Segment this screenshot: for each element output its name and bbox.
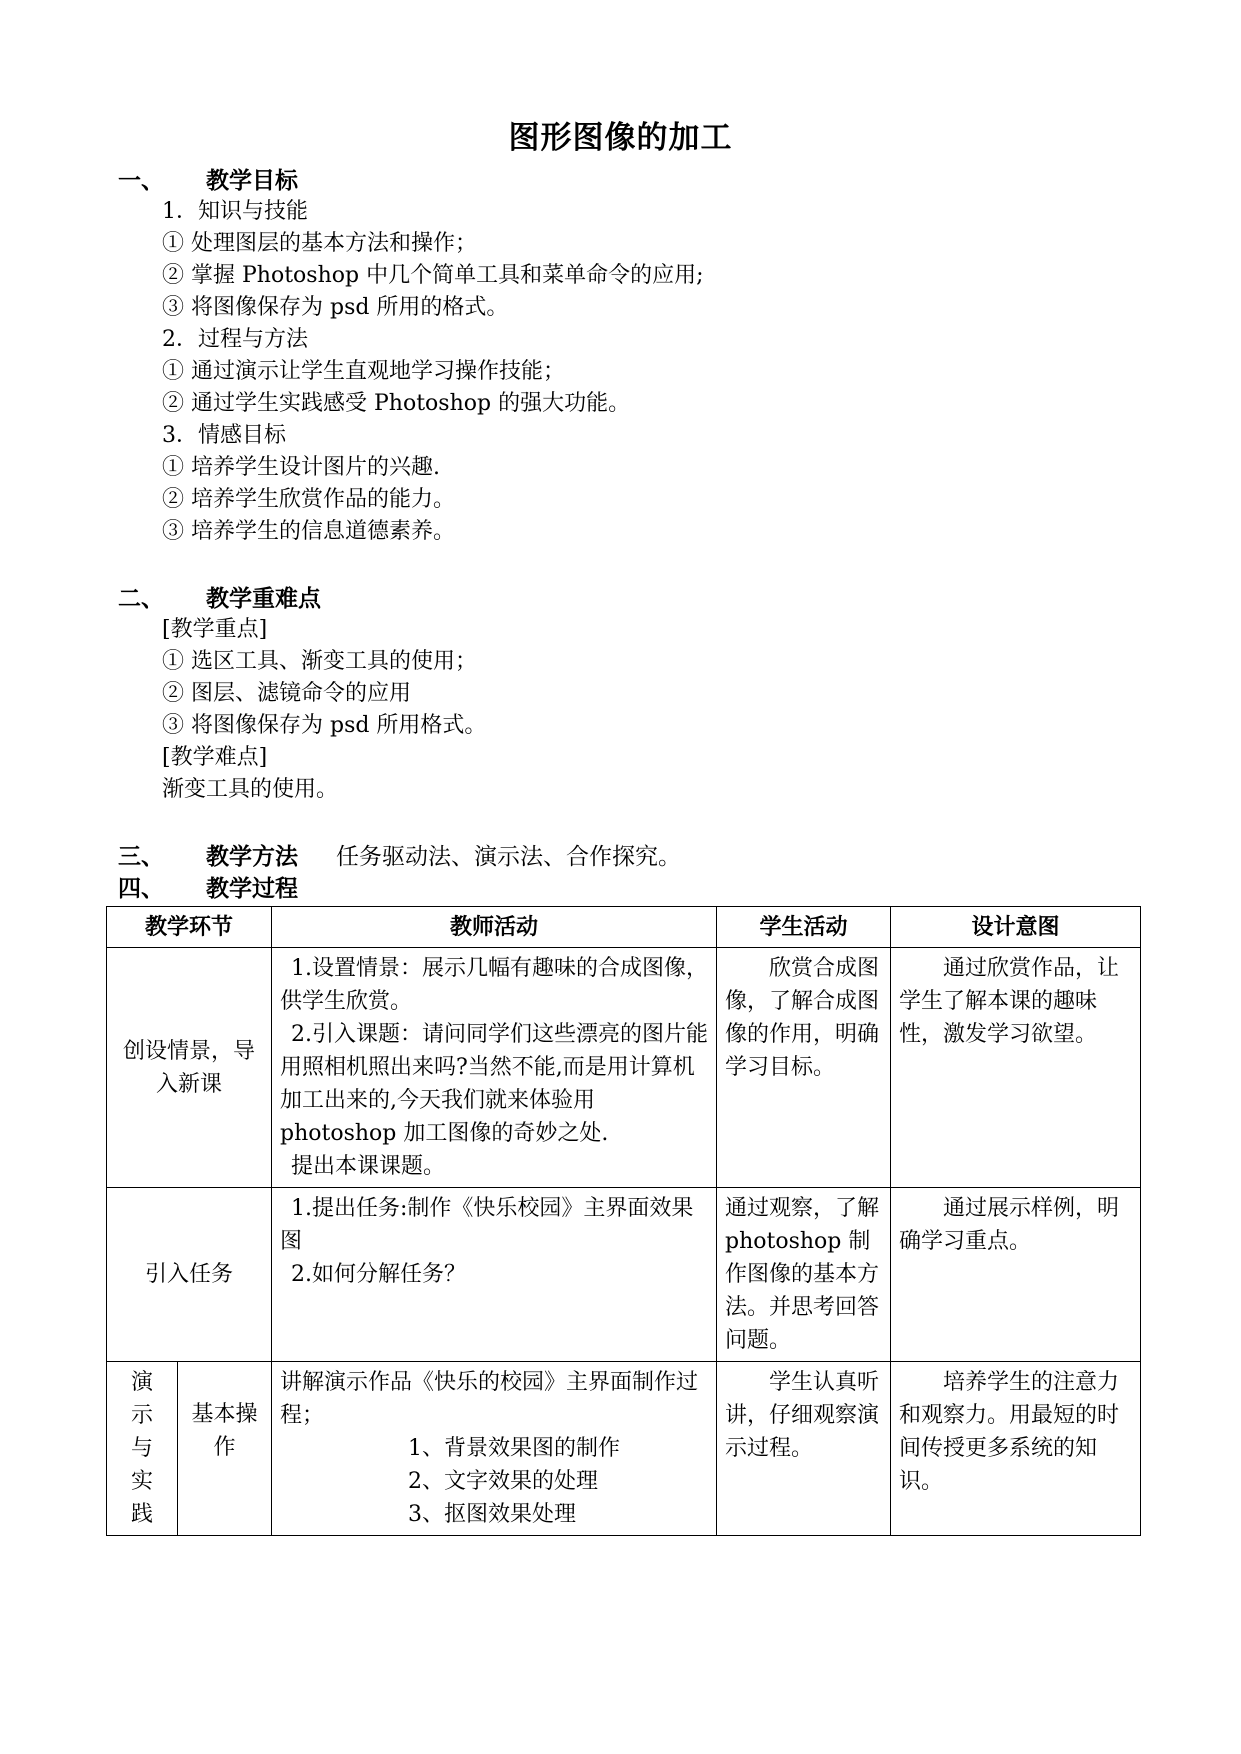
section-title: 教学方法 — [206, 844, 298, 870]
header-design: 设计意图 — [891, 907, 1141, 948]
objective-line: ① 培养学生设计图片的兴趣. — [162, 455, 440, 480]
header-teacher: 教师活动 — [272, 907, 717, 948]
stage-cell: 创设情景，导入新课 — [107, 948, 272, 1188]
stage-cell-vertical — [107, 1362, 178, 1536]
stage-char: 与 — [130, 1436, 153, 1461]
section-title: 教学过程 — [206, 876, 298, 902]
objective-line: ② 通过学生实践感受 Photoshop 的强大功能。 — [162, 391, 631, 416]
key-point-line: ② 图层、滤镜命令的应用 — [162, 681, 411, 706]
teacher-paragraph: 讲解演示作品《快乐的校园》主界面制作过程； — [280, 1370, 699, 1428]
table-row — [107, 948, 1141, 1188]
student-cell: 通过观察，了解 photoshop 制作图像的基本方法。并思考回答问题。 — [717, 1188, 891, 1362]
key-point-line: [教学重点] — [162, 617, 268, 642]
stage-char: 实 — [130, 1469, 153, 1494]
key-point-line: ① 选区工具、渐变工具的使用； — [162, 649, 477, 674]
teacher-cell — [272, 1188, 717, 1362]
design-cell: 通过展示样例，明确学习重点。 — [891, 1188, 1141, 1362]
lesson-process-table — [106, 906, 1141, 1536]
section-number: 二、 — [118, 586, 164, 612]
key-point-line: [教学难点] — [162, 745, 268, 770]
section-number: 三、 — [118, 844, 164, 870]
section-heading-key-points — [118, 582, 321, 616]
teacher-cell — [272, 1362, 717, 1536]
teacher-paragraph: 2.如何分解任务？ — [291, 1262, 467, 1287]
methods-text: 任务驱动法、演示法、合作探究。 — [336, 844, 681, 870]
key-point-line: ③ 将图像保存为 psd 所用格式。 — [162, 713, 487, 738]
stage-char: 践 — [130, 1502, 153, 1527]
design-cell: 通过欣赏作品，让学生了解本课的趣味性，激发学习欲望。 — [891, 948, 1141, 1188]
section-title: 教学重难点 — [206, 586, 321, 612]
objective-line: ③ 培养学生的信息道德素养。 — [162, 519, 455, 544]
document-title: 图形图像的加工 — [508, 120, 733, 156]
section-heading-process — [118, 872, 298, 906]
objective-line: 2．过程与方法 — [162, 327, 308, 352]
teacher-step: 3、抠图效果处理 — [408, 1502, 577, 1527]
header-student: 学生活动 — [717, 907, 891, 948]
table-row — [107, 1188, 1141, 1362]
objective-line: ② 掌握 Photoshop 中几个简单工具和菜单命令的应用; — [162, 263, 704, 288]
teacher-cell — [272, 948, 717, 1188]
table-header-row — [107, 907, 1141, 948]
section-title: 教学目标 — [206, 168, 298, 194]
stage-cell: 引入任务 — [107, 1188, 272, 1362]
table-row — [107, 1362, 1141, 1536]
substage-cell: 基本操作 — [178, 1362, 272, 1536]
section-heading-methods — [118, 840, 681, 874]
section-number: 一、 — [118, 168, 164, 194]
teacher-step: 1、背景效果图的制作 — [408, 1436, 621, 1461]
teacher-step: 2、文字效果的处理 — [408, 1469, 599, 1494]
objective-line: 3．情感目标 — [162, 423, 286, 448]
objective-line: ② 培养学生欣赏作品的能力。 — [162, 487, 455, 512]
teacher-paragraph: 1.设置情景：展示几幅有趣味的合成图像，供学生欣赏。 — [280, 956, 709, 1014]
objective-line: ③ 将图像保存为 psd 所用的格式。 — [162, 295, 509, 320]
stage-char: 演 — [130, 1370, 153, 1395]
section-number: 四、 — [118, 876, 164, 902]
student-cell: 欣赏合成图像，了解合成图像的作用，明确学习目标。 — [717, 948, 891, 1188]
teacher-paragraph: 2.引入课题：请问同学们这些漂亮的图片能用照相机照出来吗?当然不能,而是用计算机加工出来的,今天我们就来体验用 photoshop 加工图像的奇妙之处. — [280, 1022, 709, 1146]
objective-line: 1．知识与技能 — [162, 199, 308, 224]
objective-line: ① 处理图层的基本方法和操作； — [162, 231, 477, 256]
design-cell: 培养学生的注意力和观察力。用最短的时间传授更多系统的知识。 — [891, 1362, 1141, 1536]
objective-line: ① 通过演示让学生直观地学习操作技能； — [162, 359, 565, 384]
teacher-paragraph: 提出本课课题。 — [291, 1154, 446, 1179]
section-heading-objectives — [118, 164, 298, 198]
teacher-paragraph: 1.提出任务:制作《快乐校园》主界面效果图 — [280, 1196, 694, 1254]
student-cell: 学生认真听讲，仔细观察演示过程。 — [717, 1362, 891, 1536]
key-point-line: 渐变工具的使用。 — [162, 777, 339, 802]
stage-char: 示 — [130, 1403, 153, 1428]
header-stage: 教学环节 — [107, 907, 272, 948]
